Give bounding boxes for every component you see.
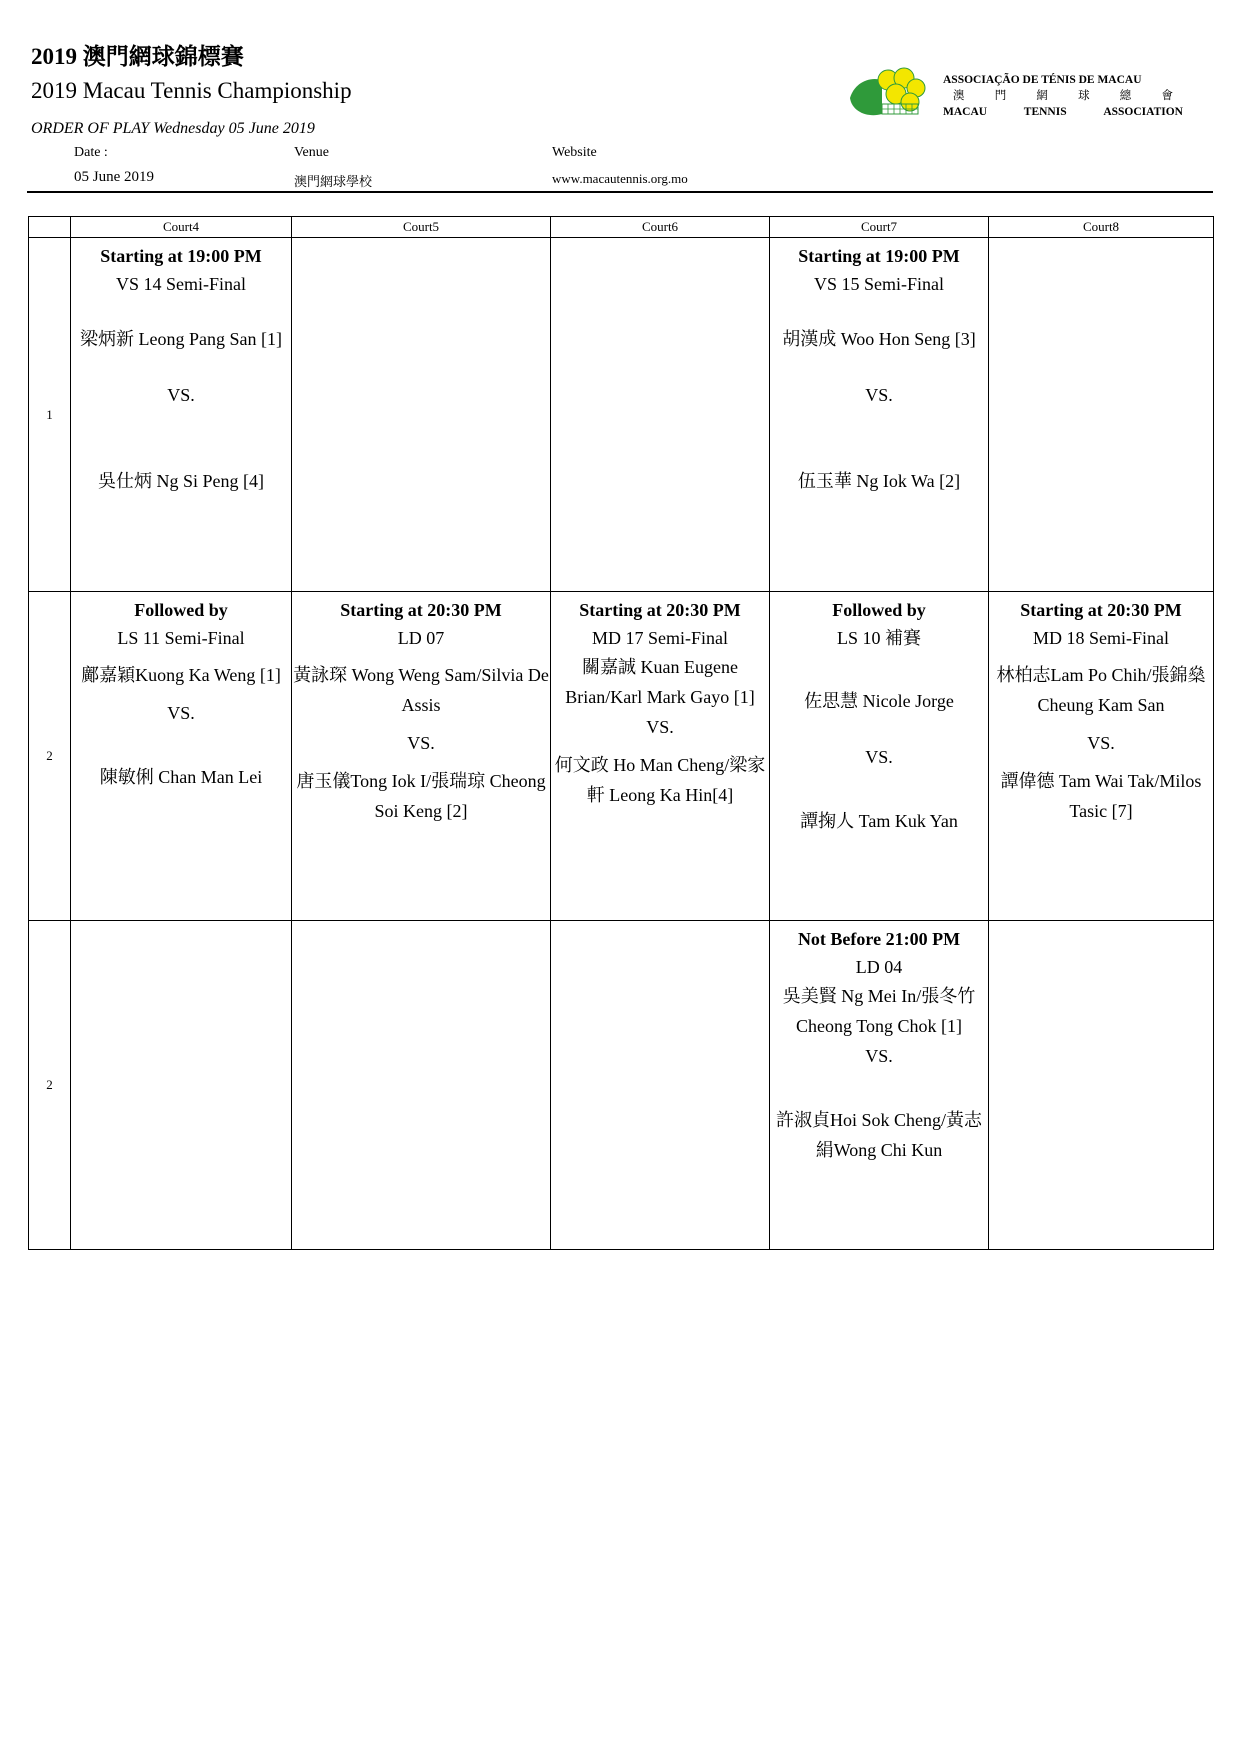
- player-one: 佐思慧 Nicole Jorge: [804, 691, 954, 711]
- match-start-time: Starting at 20:30 PM: [340, 600, 502, 620]
- empty-match-cell: [551, 921, 770, 1250]
- match-start-time: Starting at 20:30 PM: [1020, 600, 1182, 620]
- match-start-time: Starting at 20:30 PM: [579, 600, 741, 620]
- association-name-english: MACAU TENNIS ASSOCIATION: [943, 106, 1183, 118]
- header-divider: [27, 191, 1213, 193]
- schedule-row: [29, 921, 1214, 1250]
- match-start-time: Followed by: [832, 600, 926, 620]
- versus-label: VS.: [167, 385, 195, 405]
- court-header: Court8: [989, 217, 1214, 238]
- association-name-portuguese: ASSOCIAÇÃO DE TÉNIS DE MACAU: [943, 74, 1142, 86]
- court-header: Court6: [551, 217, 770, 238]
- match-event: MD 18 Semi-Final: [1032, 628, 1169, 648]
- date-value: 05 June 2019: [74, 169, 154, 185]
- order-of-play-table: [28, 216, 1214, 1250]
- empty-match-cell: [292, 238, 551, 592]
- versus-label: VS.: [646, 717, 674, 737]
- versus-label: VS.: [865, 385, 893, 405]
- player-one: 胡漢成 Woo Hon Seng [3]: [782, 329, 976, 349]
- association-name-chinese: 澳 門 網 球 總 會: [953, 90, 1173, 102]
- match-event: LS 10 補賽: [836, 628, 921, 648]
- versus-label: VS.: [407, 733, 435, 753]
- title-chinese: 2019 澳門網球錦標賽: [31, 44, 244, 69]
- court-header: Court5: [292, 217, 551, 238]
- match-event: LD 04: [855, 957, 903, 977]
- player-one: 鄺嘉穎Kuong Ka Weng [1]: [81, 665, 281, 685]
- match-cell: [292, 592, 551, 921]
- match-start-time: Not Before 21:00 PM: [797, 929, 961, 949]
- row-number: 1: [29, 238, 71, 592]
- versus-label: VS.: [167, 703, 195, 723]
- website-value: www.macautennis.org.mo: [552, 171, 688, 186]
- versus-label: VS.: [865, 1046, 893, 1066]
- association-logo: [846, 64, 926, 122]
- player-one: 梁炳新 Leong Pang San [1]: [80, 329, 282, 349]
- player-one: 林柏志Lam Po Chih/張錦燊Cheung Kam San: [996, 665, 1206, 715]
- order-of-play-subtitle: ORDER OF PLAY Wednesday 05 June 2019: [31, 120, 315, 137]
- row-number: 2: [29, 921, 71, 1250]
- match-cell: [551, 592, 770, 921]
- match-start-time: Starting at 19:00 PM: [100, 246, 262, 266]
- player-two: 譚偉德 Tam Wai Tak/Milos Tasic [7]: [1000, 771, 1202, 821]
- match-event: MD 17 Semi-Final: [591, 628, 728, 648]
- match-event: VS 15 Semi-Final: [813, 274, 944, 294]
- player-two: 譚掬人 Tam Kuk Yan: [800, 811, 958, 831]
- player-two: 何文政 Ho Man Cheng/梁家軒 Leong Ka Hin[4]: [554, 755, 766, 805]
- match-cell: [71, 592, 292, 921]
- date-label: Date :: [74, 145, 108, 160]
- schedule-row: [29, 592, 1214, 921]
- empty-match-cell: [292, 921, 551, 1250]
- empty-match-cell: [71, 921, 292, 1250]
- match-event: VS 14 Semi-Final: [115, 274, 246, 294]
- player-two: 許淑貞Hoi Sok Cheng/黃志絹Wong Chi Kun: [775, 1110, 982, 1160]
- match-start-time: Followed by: [134, 600, 228, 620]
- match-cell: [71, 238, 292, 592]
- match-cell: [770, 238, 989, 592]
- player-one: 黃詠琛 Wong Weng Sam/Silvia De Assis: [293, 665, 549, 715]
- player-two: 陳敏俐 Chan Man Lei: [99, 767, 263, 787]
- website-label: Website: [552, 145, 597, 160]
- match-event: LS 11 Semi-Final: [117, 628, 245, 648]
- player-one: 吳美賢 Ng Mei In/張冬竹 Cheong Tong Chok [1]: [782, 986, 976, 1036]
- versus-label: VS.: [865, 747, 893, 767]
- court-header-row: [29, 217, 1214, 238]
- player-two: 唐玉儀Tong Iok I/張瑞琼 Cheong Soi Keng [2]: [296, 771, 546, 821]
- match-start-time: Starting at 19:00 PM: [798, 246, 960, 266]
- player-two: 伍玉華 Ng Iok Wa [2]: [797, 471, 961, 491]
- match-cell: [770, 921, 989, 1250]
- row-number-header: [29, 217, 71, 238]
- title-english: 2019 Macau Tennis Championship: [31, 78, 352, 103]
- court-header: Court4: [71, 217, 292, 238]
- versus-label: VS.: [1087, 733, 1115, 753]
- empty-match-cell: [551, 238, 770, 592]
- player-one: 關嘉誠 Kuan Eugene Brian/Karl Mark Gayo [1]: [565, 657, 755, 707]
- row-number: 2: [29, 592, 71, 921]
- match-event: LD 07: [397, 628, 445, 648]
- schedule-row: [29, 238, 1214, 592]
- match-cell: [770, 592, 989, 921]
- match-cell: [989, 592, 1214, 921]
- association-name: [943, 72, 1183, 120]
- player-two: 吳仕炳 Ng Si Peng [4]: [98, 471, 264, 491]
- empty-match-cell: [989, 238, 1214, 592]
- venue-label: Venue: [294, 145, 329, 160]
- court-header: Court7: [770, 217, 989, 238]
- venue-value: 澳門網球學校: [294, 174, 373, 189]
- empty-match-cell: [989, 921, 1214, 1250]
